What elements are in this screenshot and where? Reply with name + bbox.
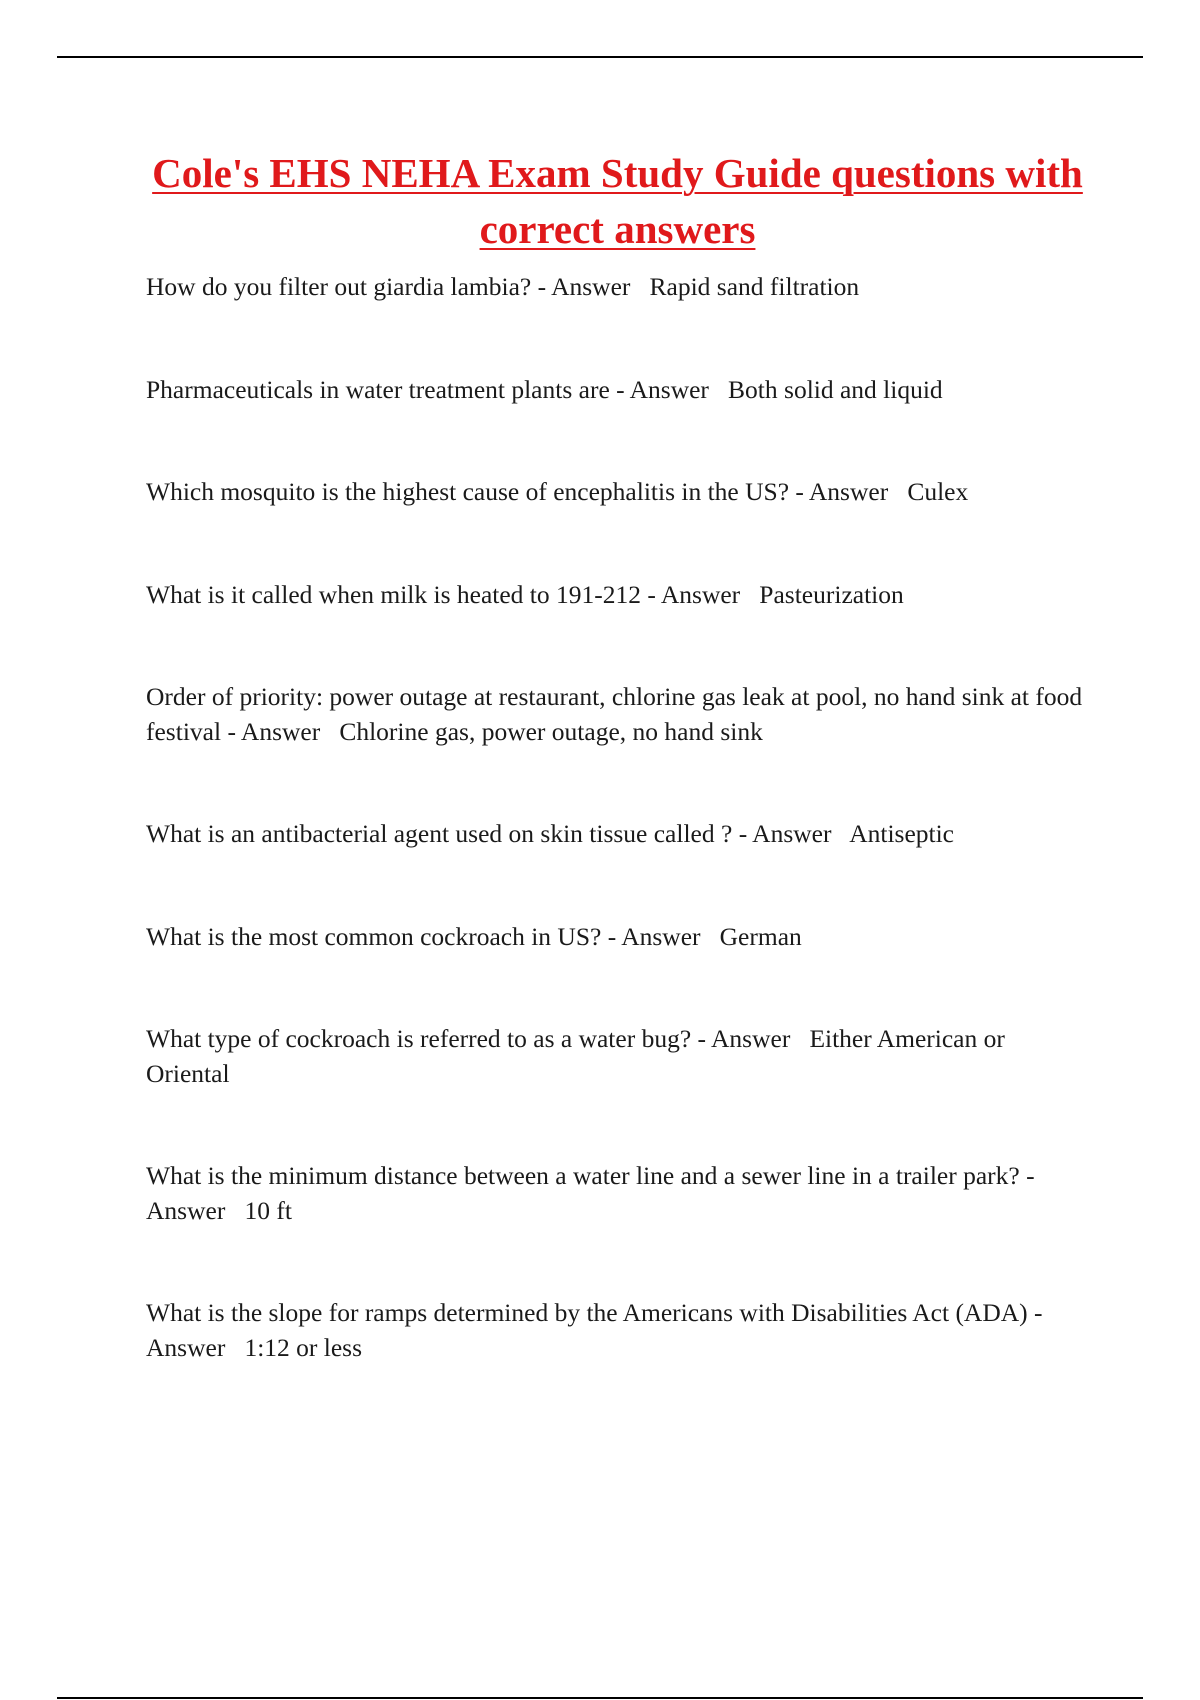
question-text: Which mosquito is the highest cause of encephalitis in the US? bbox=[146, 477, 790, 506]
answer-separator: - Answer bbox=[601, 921, 720, 951]
qa-item-5 bbox=[146, 680, 1089, 749]
qa-item-2 bbox=[146, 373, 1086, 408]
question-text: Order of priority: power outage at restaurant, chlorine gas leak at pool, no hand sink at food festival bbox=[146, 682, 1089, 746]
question-text: What is the minimum distance between a water line and a sewer line in a trailer park? bbox=[146, 1161, 1020, 1190]
answer-text: Rapid sand filtration bbox=[649, 272, 860, 301]
question-text: What type of cockroach is referred to as a water bug? bbox=[146, 1024, 692, 1053]
qa-item-8 bbox=[146, 1022, 1086, 1091]
answer-separator: - Answer bbox=[789, 477, 908, 506]
answer-text: Antiseptic bbox=[849, 819, 955, 848]
qa-item-4 bbox=[146, 578, 1086, 613]
qa-list bbox=[146, 270, 1089, 1433]
question-text: What is the slope for ramps determined by the Americans with Disabilities Act (ADA) bbox=[146, 1298, 1028, 1327]
question-text: What is it called when milk is heated to 191-212 bbox=[146, 579, 642, 609]
question-text: Pharmaceuticals in water treatment plants are bbox=[146, 374, 610, 404]
answer-text: Chlorine gas, power outage, no hand sink bbox=[339, 716, 763, 746]
answer-text: Pasteurization bbox=[759, 579, 904, 609]
answer-separator: - Answer bbox=[146, 1161, 1040, 1225]
answer-separator: - Answer bbox=[146, 1298, 1048, 1362]
qa-item-3 bbox=[146, 475, 1086, 510]
answer-text: Culex bbox=[907, 477, 969, 506]
answer-text: 10 ft bbox=[244, 1195, 292, 1225]
answer-separator: - Answer bbox=[732, 819, 850, 848]
answer-text: German bbox=[719, 921, 802, 951]
qa-item-10 bbox=[146, 1296, 1086, 1365]
question-text: What is an antibacterial agent used on skin tissue called ? bbox=[146, 819, 733, 848]
answer-separator: - Answer bbox=[609, 374, 729, 404]
qa-item-1 bbox=[146, 270, 1086, 305]
answer-text: Both solid and liquid bbox=[728, 374, 943, 404]
answer-separator: - Answer bbox=[221, 716, 340, 746]
document-title: Cole's EHS NEHA Exam Study Guide questions with correct answers bbox=[152, 150, 1083, 252]
answer-separator: - Answer bbox=[691, 1024, 810, 1053]
question-text: How do you filter out giardia lambia? bbox=[146, 272, 532, 301]
answer-separator: - Answer bbox=[641, 579, 760, 609]
footer-rule bbox=[57, 1697, 1143, 1699]
qa-item-7 bbox=[146, 920, 1086, 955]
question-text: What is the most common cockroach in US? bbox=[146, 921, 602, 951]
header-rule bbox=[57, 56, 1143, 58]
answer-separator: - Answer bbox=[531, 272, 650, 301]
answer-text: 1:12 or less bbox=[244, 1332, 363, 1362]
answer-text: Either American or Oriental bbox=[146, 1024, 1012, 1088]
qa-item-9 bbox=[146, 1159, 1086, 1228]
qa-item-6 bbox=[146, 817, 1086, 852]
